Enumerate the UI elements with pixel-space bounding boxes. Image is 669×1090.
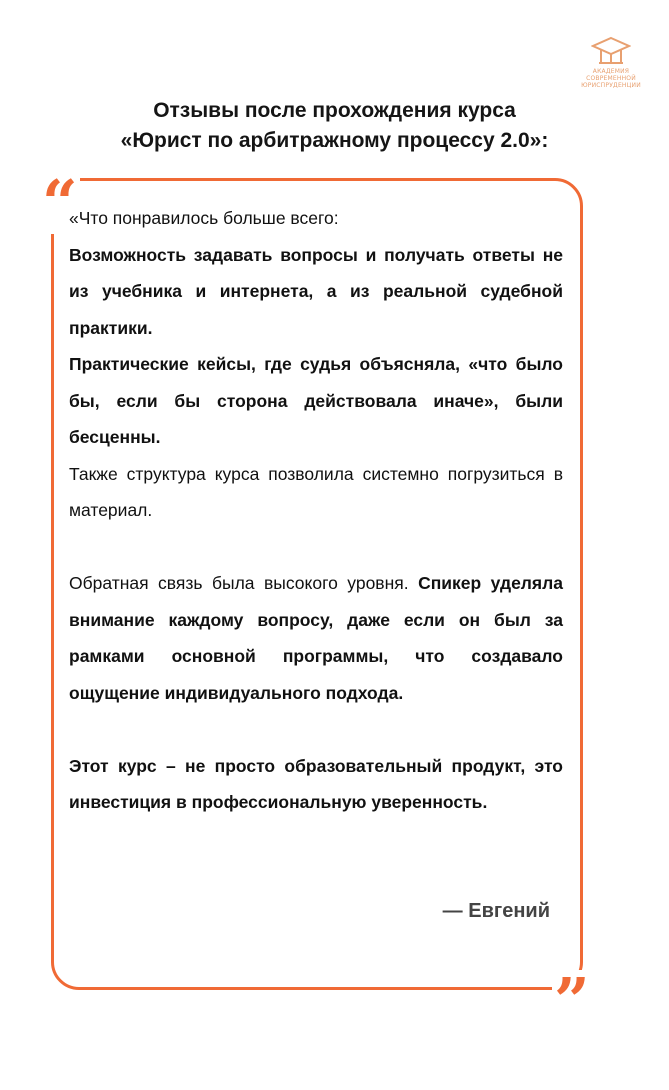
review-paragraph-4-bold: Спикер уделяла внимание каждому вопросу, даже если он был за рамками основной программы, что создавало ощущение индивидуального подхода. (69, 573, 563, 703)
open-quote-icon: “ (42, 166, 78, 239)
academy-logo-icon (591, 36, 631, 66)
review-paragraph-3: Также структура курса позволила системно погрузиться в материал. (69, 463, 563, 520)
title-line-2: «Юрист по арбитражному процессу 2.0»: (120, 129, 549, 152)
spacer (69, 711, 563, 748)
page-title (0, 96, 669, 156)
logo-text (572, 68, 650, 89)
review-paragraph-5: Этот курс – не просто образовательный продукт, это инвестиция в профессиональную уверенность. (69, 755, 563, 812)
review-intro: «Что понравилось больше всего: (69, 208, 339, 228)
logo-line-2: СОВРЕМЕННОЙ (586, 75, 636, 82)
logo-line-1: АКАДЕМИЯ (592, 68, 630, 75)
logo-line-3: ЮРИСПРУДЕНЦИИ (581, 82, 641, 89)
review-paragraph-4-normal: Обратная связь была высокого уровня. (69, 573, 409, 593)
review-text (69, 200, 563, 821)
review-paragraph-4 (69, 565, 563, 711)
academy-logo (572, 36, 650, 98)
review-paragraph-2: Практические кейсы, где судья объясняла, «что было бы, если бы сторона действовала иначе», были бесценны. (69, 354, 563, 447)
spacer (69, 529, 563, 566)
close-quote-icon: ” (554, 964, 590, 1037)
review-paragraph-1: Возможность задавать вопросы и получать ответы не из учебника и интернета, а из реальной судебной практики. (69, 244, 563, 338)
title-line-1: Отзывы после прохождения курса (153, 99, 516, 122)
review-author: — Евгений (442, 900, 550, 922)
